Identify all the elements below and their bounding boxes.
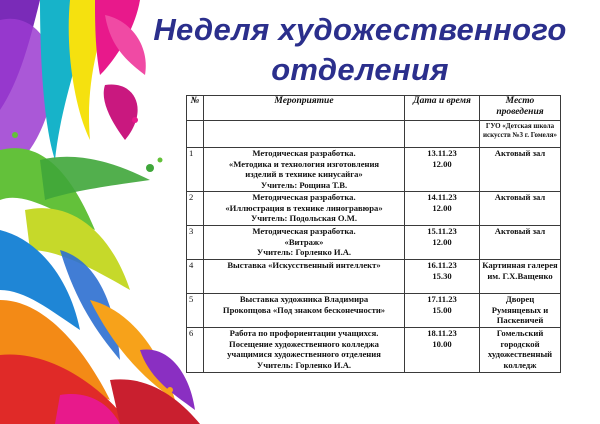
row-number: 2 — [187, 192, 204, 226]
event-line: «Витраж» — [284, 236, 324, 247]
row-event — [204, 328, 405, 373]
event-line: «Иллюстрация в технике линогравюра» — [225, 202, 383, 213]
event-line: Работа по профориентации учащихся. — [229, 328, 379, 338]
event-line: учащимися художественного отделения — [227, 349, 381, 360]
event-line: изделий в технике кинусайга» — [245, 169, 363, 180]
row-number: 1 — [187, 148, 204, 192]
table-row — [187, 148, 561, 192]
schedule-table — [186, 95, 561, 373]
row-datetime — [405, 226, 480, 260]
row-number: 5 — [187, 294, 204, 328]
row-number: 3 — [187, 226, 204, 260]
row-place: Гомельский городской художественный колледж — [480, 328, 561, 373]
row-time: 15.30 — [432, 270, 452, 281]
event-line: Выставка художника Владимира — [239, 294, 369, 304]
table-row — [187, 260, 561, 294]
row-datetime — [405, 328, 480, 373]
row-datetime — [405, 148, 480, 192]
row-event — [204, 226, 405, 260]
table-row — [187, 192, 561, 226]
row-event — [204, 192, 405, 226]
venue-row — [187, 121, 561, 148]
row-datetime — [405, 192, 480, 226]
event-line: «Методика и технология изготовления — [228, 158, 380, 169]
table-row — [187, 294, 561, 328]
venue-num-cell — [187, 121, 204, 148]
event-line: Методическая разработка. — [252, 192, 356, 202]
venue-date-cell — [405, 121, 480, 148]
row-place: Актовый зал — [480, 148, 561, 192]
row-place: Картинная галерея им. Г.Х.Ващенко — [480, 260, 561, 294]
row-date: 15.11.23 — [427, 226, 457, 236]
row-date: 17.11.23 — [427, 294, 457, 304]
row-time: 10.00 — [432, 338, 452, 349]
row-event — [204, 260, 405, 294]
event-line: Методическая разработка. — [252, 148, 356, 158]
row-datetime — [405, 294, 480, 328]
row-time: 15.00 — [432, 304, 452, 315]
row-date: 18.11.23 — [427, 328, 457, 338]
row-number: 4 — [187, 260, 204, 294]
row-date: 13.11.23 — [427, 148, 457, 158]
venue-event-cell — [204, 121, 405, 148]
row-number: 6 — [187, 328, 204, 373]
table-row — [187, 226, 561, 260]
event-line: Методическая разработка. — [252, 226, 356, 236]
title-line-2: отделения — [271, 52, 449, 87]
row-place: Актовый зал — [480, 226, 561, 260]
event-line: Посещение художественного колледжа — [229, 338, 379, 349]
header-number: № — [187, 96, 204, 121]
row-time: 12.00 — [432, 158, 452, 169]
row-event — [204, 294, 405, 328]
row-time: 12.00 — [432, 236, 452, 247]
row-event — [204, 148, 405, 192]
event-line: Учитель: Горленко И.А. — [256, 359, 352, 370]
title-line-1: Неделя художественного — [153, 12, 567, 47]
header-place: Место проведения — [480, 96, 561, 121]
event-line: Выставка «Искусственный интеллект» — [227, 260, 381, 270]
row-place: Дворец Румянцевых и Паскевичей — [480, 294, 561, 328]
header-date: Дата и время — [405, 96, 480, 121]
event-line: Учитель: Подольская О.М. — [251, 213, 357, 224]
table-header-row — [187, 96, 561, 121]
table-row — [187, 328, 561, 373]
event-line: Прокопцова «Под знаком бесконечности» — [222, 304, 386, 315]
row-date: 16.11.23 — [427, 260, 457, 270]
row-place: Актовый зал — [480, 192, 561, 226]
venue-place: ГУО «Детская школа искусств №3 г. Гомеля» — [480, 121, 561, 148]
event-line: Учитель: Горленко И.А. — [256, 247, 352, 258]
row-datetime — [405, 260, 480, 294]
row-date: 14.11.23 — [427, 192, 457, 202]
event-line: Учитель: Рощина Т.В. — [260, 179, 348, 190]
row-time: 12.00 — [432, 202, 452, 213]
page-title — [120, 10, 600, 90]
header-event: Мероприятие — [204, 96, 405, 121]
